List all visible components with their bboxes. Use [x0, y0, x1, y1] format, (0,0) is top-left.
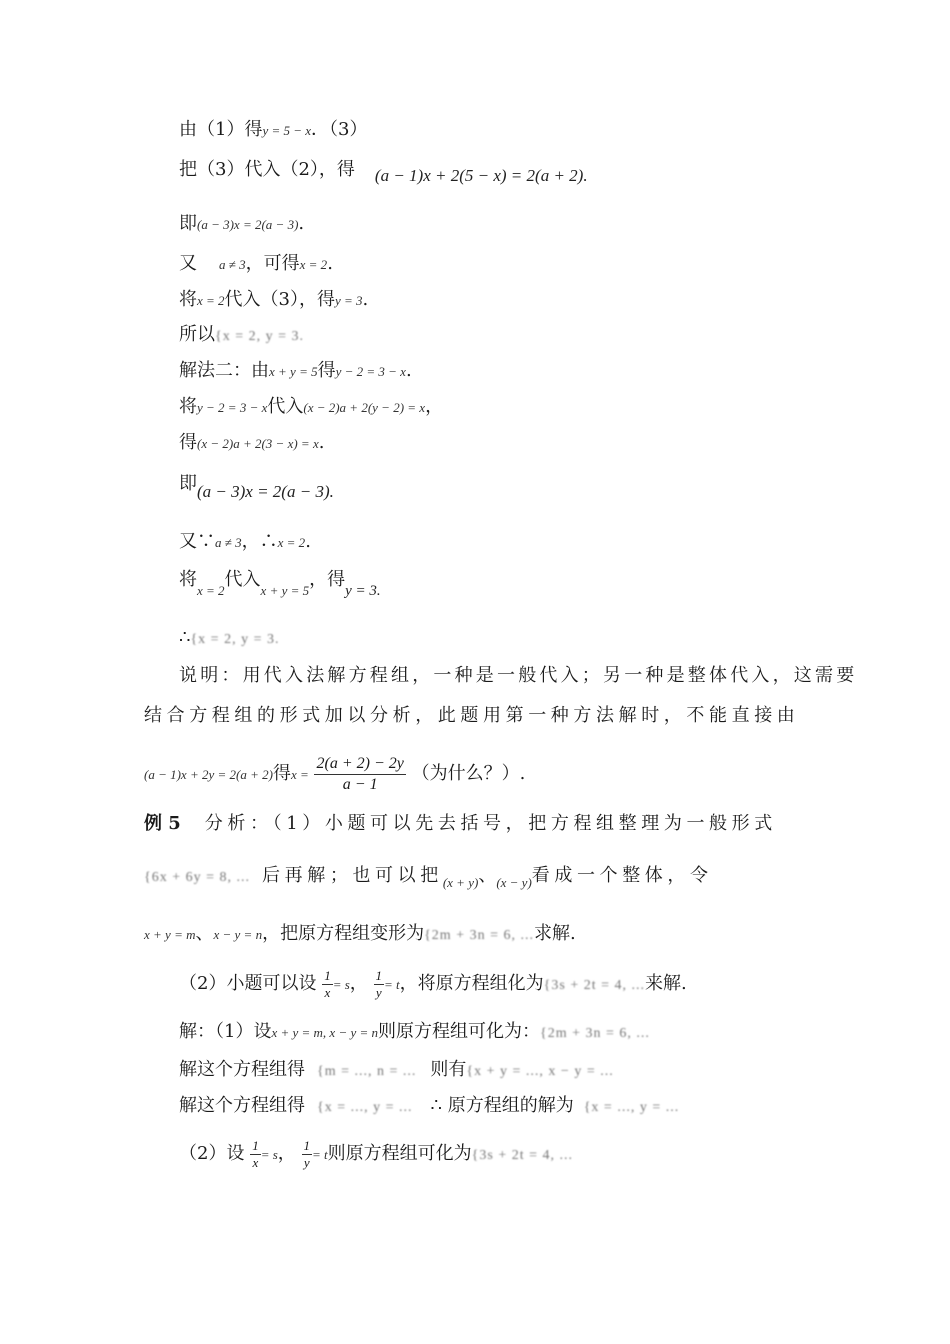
fraction-numerator: 1	[324, 967, 331, 983]
fraction-denominator: a − 1	[314, 774, 405, 795]
text: 求解.	[533, 923, 576, 944]
text: ，	[349, 973, 368, 994]
math-expression: = s	[332, 977, 350, 992]
math-expression: x = 2	[197, 583, 225, 598]
text: 代入	[267, 396, 304, 417]
text: 则有	[430, 1059, 467, 1080]
text: 代入（3），得	[224, 289, 335, 310]
line-9	[179, 431, 324, 456]
equation-system: {x = ..., y = ...	[317, 1100, 413, 1115]
text: 看成一个整体，令	[531, 865, 713, 886]
fraction-denominator: x	[322, 984, 333, 1001]
line-3	[179, 212, 304, 237]
fraction	[322, 968, 333, 1001]
math-expression: y = 3	[335, 293, 363, 308]
line-22	[179, 1058, 614, 1084]
math-expression: (a − 3)x = 2(a − 3).	[197, 482, 334, 501]
text: .	[318, 432, 325, 453]
text: 把（3）代入（2），得	[179, 159, 355, 180]
line-2	[179, 158, 588, 185]
math-expression: x − y = n	[213, 927, 263, 942]
line-16	[144, 750, 525, 799]
equation-system: {m = ..., n = ...	[317, 1064, 417, 1079]
line-21	[179, 1020, 650, 1046]
text: 将	[179, 396, 197, 417]
line-1	[179, 118, 368, 143]
example-5-heading	[144, 812, 777, 836]
math-expression: x =	[290, 767, 309, 782]
math-expression: x = 2	[299, 257, 328, 272]
text: .	[298, 213, 305, 234]
math-expression: a ≠ 3	[215, 535, 242, 550]
text: 解法二：由	[179, 360, 269, 381]
math-expression: (a − 3)x = 2(a − 3)	[197, 217, 299, 232]
text: 、	[195, 923, 214, 944]
math-expression: (x − y)	[496, 875, 532, 890]
text: ∴ 原方程组的解为	[430, 1095, 574, 1116]
line-13	[179, 626, 279, 652]
text: ∴	[179, 627, 191, 648]
text: （2）设	[179, 1143, 245, 1164]
text: 则原方程组可化为	[327, 1143, 472, 1164]
text: 解这个方程组得	[179, 1059, 305, 1080]
text: 则原方程组可化为：	[378, 1021, 541, 1042]
line-18	[144, 864, 713, 890]
equation-system: {x = 2, y = 3.	[190, 632, 280, 647]
math-expression: x + y = 5	[269, 364, 318, 379]
fraction-denominator: y	[374, 984, 385, 1001]
math-expression: = t	[384, 977, 400, 992]
fraction-denominator: y	[302, 1154, 313, 1171]
math-expression: a ≠ 3	[219, 257, 246, 272]
math-expression: x + y = 5	[260, 583, 310, 598]
math-expression: (a − 1)x + 2y = 2(a + 2)	[144, 767, 273, 782]
fraction-numerator: 1	[303, 1137, 311, 1153]
text: ，得	[309, 569, 346, 590]
text: 说明：用代入法解方程组，一种是一般代入；另一种是整体代入，这需要	[179, 665, 858, 686]
fraction-numerator: 1	[375, 967, 383, 983]
text: 由（1）得	[179, 119, 263, 140]
line-6	[179, 323, 304, 349]
math-expression: x + y = m	[144, 927, 196, 942]
math-expression: = t	[312, 1147, 328, 1162]
equation-system: {2m + 3n = 6, ...	[540, 1026, 650, 1041]
fraction-numerator: 2(a + 2) − 2y	[316, 754, 404, 772]
text: ，将原方程组化为	[399, 973, 544, 994]
math-expression: (x − 2)a + 2(y − 2) = x	[303, 400, 426, 415]
text: 后再解；也可以把	[262, 865, 443, 886]
math-expression: y − 2 = 3 − x	[335, 364, 406, 379]
line-11	[179, 530, 311, 555]
line-10	[179, 472, 334, 501]
text: 又∵	[179, 531, 215, 552]
paragraph-note-line-2	[144, 704, 799, 728]
math-expression: y − 2 = 3 − x	[197, 400, 268, 415]
line-24	[179, 1130, 573, 1180]
math-expression: x = 2	[197, 293, 225, 308]
math-expression: (x − 2)a + 2(3 − x) = x	[197, 436, 319, 451]
equation-system: {6x + 6y = 8, ...	[144, 870, 251, 885]
text: 即	[179, 473, 197, 494]
math-expression: = s	[260, 1147, 278, 1162]
equation-system: {x = ..., y = ...	[583, 1100, 680, 1115]
text: 解这个方程组得	[179, 1095, 305, 1116]
text: 结合方程组的形式加以分析，此题用第一种方法解时，不能直接由	[144, 705, 800, 726]
text: 又	[179, 253, 197, 274]
text: （为什么？）.	[411, 763, 526, 784]
text: 得	[317, 360, 336, 381]
fraction	[250, 1138, 261, 1171]
text: ，把原方程组变形为	[262, 923, 425, 944]
text: 、	[478, 865, 497, 886]
text: 即	[179, 213, 197, 234]
math-expression: (x + y)	[442, 875, 479, 890]
text: 将	[179, 569, 197, 590]
text: .	[305, 531, 311, 552]
equation-system: {2m + 3n = 6, ...	[424, 928, 534, 943]
line-8	[179, 395, 443, 420]
text: .	[405, 360, 412, 381]
text: ，∴	[241, 531, 278, 552]
text: ，	[277, 1143, 296, 1164]
math-expression: y = 5 − x	[262, 123, 312, 138]
line-23	[179, 1094, 679, 1120]
math-expression: y = 3.	[345, 583, 381, 599]
text: 来解.	[645, 973, 687, 994]
equation-system: {x = 2, y = 3.	[215, 329, 305, 344]
line-19	[144, 922, 576, 948]
math-expression: (a − 1)x + 2(5 − x) = 2(a + 2).	[374, 166, 588, 185]
math-expression: x + y = m, x − y = n	[271, 1025, 379, 1040]
text: 得	[272, 763, 291, 784]
text: ，可得	[245, 253, 300, 274]
text: 分析：（1）小题可以先去括号，把方程组整理为一般形式	[204, 813, 777, 834]
text: 解：（1）设	[179, 1021, 272, 1042]
math-expression: x = 2	[277, 535, 306, 550]
text: 得	[179, 432, 197, 453]
line-7	[179, 359, 412, 384]
line-12	[179, 568, 381, 599]
equation-system: {3s + 2t = 4, ...	[471, 1148, 574, 1163]
line-5	[179, 288, 368, 313]
equation-system: {x + y = ..., x − y = ...	[466, 1064, 614, 1079]
text: ，	[425, 396, 444, 417]
paragraph-note-line-1	[179, 664, 857, 688]
fraction-numerator: 1	[252, 1137, 259, 1153]
text: .	[362, 289, 369, 310]
text: （2）小题可以设	[179, 973, 317, 994]
example-label: 例 5	[144, 813, 181, 834]
text: 将	[179, 289, 197, 310]
line-20	[179, 960, 687, 1010]
text: .	[327, 253, 333, 274]
fraction	[302, 1138, 313, 1171]
fraction-denominator: x	[250, 1154, 261, 1171]
equation-system: {3s + 2t = 4, ...	[543, 978, 646, 993]
fraction	[314, 754, 405, 795]
text: ．（3）	[311, 119, 368, 140]
text: 代入	[224, 569, 261, 590]
fraction	[374, 968, 385, 1001]
text: 所以	[179, 324, 215, 345]
line-4	[179, 252, 333, 277]
